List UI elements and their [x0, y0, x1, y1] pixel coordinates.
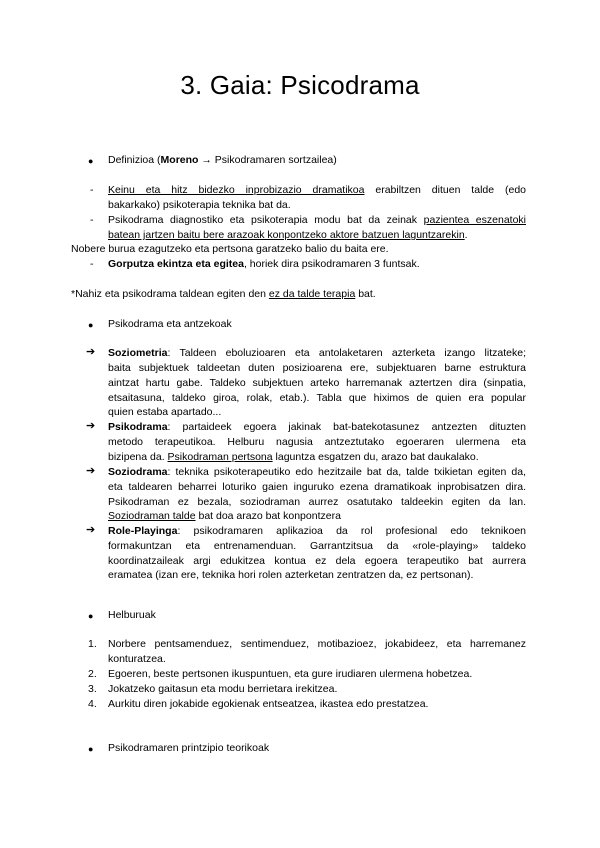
role-playing-line-2: formakuntzan eta entrenamenduan. Garrantzitsua da «role-playing» taldeko [108, 540, 526, 552]
goal-2: Egoeren, beste pertsonen ikuspuntuen, eta gure irudiaren ulermena hobetzea. [108, 668, 473, 680]
dash-icon: - [90, 258, 94, 270]
dash-icon: - [90, 184, 94, 196]
section-heading-printzipioak: Psikodramaren printzipio teorikoak [108, 742, 270, 754]
role-playing-line-4: eramatea (izan ere, teknika hori rolen azterketan zentratzen da, ez pertsonan). [108, 569, 474, 581]
list-number: 2. [88, 668, 97, 680]
role-playing-line-1: Role-Playinga: psikodramaren aplikazioa da rol profesional edo teknikoen [108, 525, 526, 537]
arrow-icon: ➔ [86, 524, 96, 536]
soziometria-line-3: aintzat hartu gabe. Taldeko subjektuen arteko harremanak aztertzen dira (sinpatia, [108, 377, 526, 389]
definition-line-1b: bakarkako) psikoterapia teknika bat da. [108, 199, 291, 211]
arrow-icon: ➔ [86, 420, 96, 432]
section-heading-antzekoak: Psikodrama eta antzekoak [108, 318, 232, 330]
soziometria-line-2: baita subjektuek taldeetan duten posizioarena ere, subjektuaren barne estruktura [108, 362, 526, 374]
definition-line-2b: batean jartzen baitu bere arazoak konpontzeko aktore batzuen laguntzarekin. [108, 229, 468, 241]
definition-line-3: Gorputza ekintza eta egitea, horiek dira psikodramaren 3 funtsak. [108, 258, 420, 270]
page-title: 3. Gaia: Psicodrama [180, 70, 420, 100]
note-text: *Nahiz eta psikodrama taldean egiten den ez da talde terapia bat. [71, 288, 376, 300]
soziodrama-line-4: Soziodraman talde bat doa arazo bat konpontzera [108, 510, 341, 522]
soziodrama-line-2: eta taldearen beharrei loturiko gaien inguruko ezena dramatikoak inprobisatzen dira. [108, 481, 526, 493]
definition-line-2: Psikodrama diagnostiko eta psikoterapia modu bat da zeinak pazientea eszenatoki [108, 214, 526, 226]
psikodrama-line-3: bizipena da. Psikodraman pertsona laguntza esgatzen du, arazo bat daukalako. [108, 451, 479, 463]
soziodrama-line-3: Psikodraman ez bezala, soziodraman aurrez osatutako taldeekin egiten da lan. [108, 496, 526, 508]
goal-1-line-2: konturatzea. [108, 653, 166, 665]
definition-heading: Definizioa (Moreno → Psikodramaren sortzailea) [108, 154, 337, 166]
psikodrama-line-1: Psikodrama: partaideek egoera jakinak bat-batekotasunez antzezten dituzten [108, 421, 526, 433]
role-playing-line-3: koordinatzaileak argi edukitzea kontua ez dela egoera terapeutiko bat aurrera [108, 555, 526, 567]
bullet-icon: ● [88, 744, 94, 754]
list-number: 1. [88, 638, 97, 650]
goal-4: Aurkitu diren jokabide egokienak entseatzea, ikastea edo prestatzea. [108, 698, 429, 710]
goal-3: Jokatzeko gaitasun eta modu berrietara irekitzea. [108, 683, 338, 695]
goal-1-line-1: Norbere pentsamenduez, sentimenduez, motibazioez, jokabideez, eta harremanez [108, 638, 526, 650]
arrow-icon: ➔ [86, 465, 96, 477]
psikodrama-line-2: metodo terapeutikoa. Helburu nagusia antzeztutako egoeraren ulermena eta [108, 436, 526, 448]
arrow-icon: ➔ [86, 346, 96, 358]
definition-line-2c: Nobere burua ezagutzeko eta pertsona garatzeko balio du baita ere. [71, 243, 389, 255]
definition-line-1: Keinu eta hitz bidezko inprobizazio dramatikoa erabiltzen dituen talde (edo [108, 184, 526, 196]
soziometria-line-4: etsaitasuna, taldeko giroa, rolak, etab.). Tabla que hiximos de quien era popular [108, 392, 526, 404]
section-heading-helburuak: Helburuak [108, 609, 156, 621]
list-number: 3. [88, 683, 97, 695]
list-number: 4. [88, 698, 97, 710]
soziometria-line-5: quien estaba apartado... [108, 406, 222, 418]
bullet-icon: ● [88, 320, 94, 330]
dash-icon: - [90, 214, 94, 226]
bullet-icon: ● [88, 156, 94, 166]
soziodrama-line-1: Soziodrama: teknika psikoterapeutiko edo hezitzaile bat da, talde txikietan egiten da, [108, 466, 526, 478]
bullet-icon: ● [88, 611, 94, 621]
soziometria-line-1: Soziometria: Taldeen eboluzioaren eta antolaketaren azterketa izango litzateke; [108, 347, 526, 359]
